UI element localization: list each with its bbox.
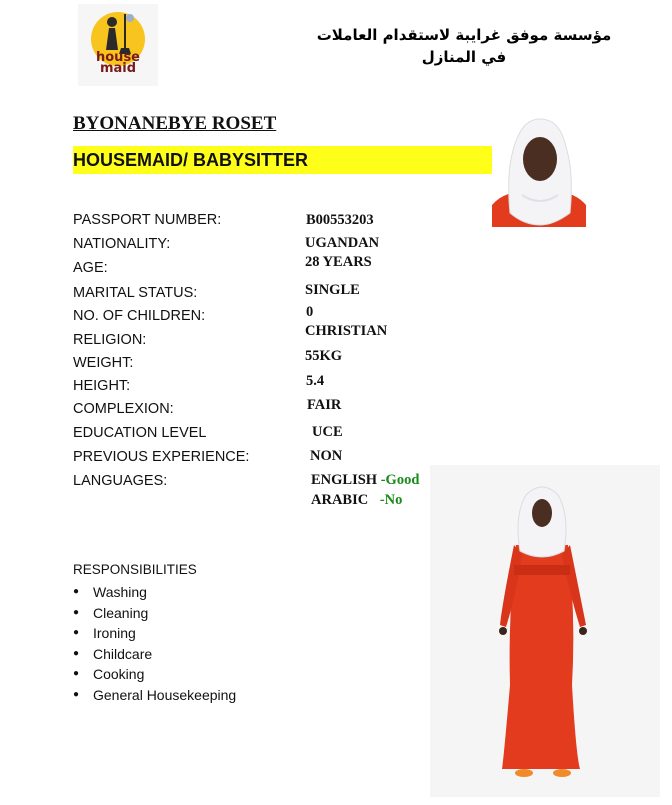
children-value: 0 xyxy=(306,304,314,320)
bullet-icon: ● xyxy=(73,606,80,618)
responsibilities-title: RESPONSIBILITIES xyxy=(73,562,197,577)
experience-value: NON xyxy=(310,448,343,464)
religion-value: CHRISTIAN xyxy=(305,323,388,339)
list-item-text: Childcare xyxy=(93,645,153,662)
bullet-icon: ● xyxy=(73,586,80,597)
list-item-text: General Housekeeping xyxy=(93,686,237,703)
education-label: EDUCATION LEVEL xyxy=(73,425,207,441)
list-item-text: Washing xyxy=(93,584,147,600)
list-item xyxy=(73,582,236,603)
experience-label: PREVIOUS EXPERIENCE: xyxy=(73,449,250,465)
language-level: -Good xyxy=(380,472,420,488)
weight-value: 55KG xyxy=(305,348,343,364)
languages-label: LANGUAGES: xyxy=(73,473,168,489)
height-value: 5.4 xyxy=(306,373,325,389)
complexion-label: COMPLEXION: xyxy=(73,401,174,417)
list-item-text: Cleaning xyxy=(93,604,149,621)
list-item xyxy=(73,664,236,685)
language-arabic xyxy=(311,492,402,509)
age-value: 28 YEARS xyxy=(305,254,372,270)
candidate-position: HOUSEMAID/ BABYSITTER xyxy=(73,150,309,170)
bullet-icon: ● xyxy=(73,668,80,680)
list-item xyxy=(73,603,236,624)
religion-label: RELIGION: xyxy=(73,332,147,348)
company-logo xyxy=(78,4,158,86)
bullet-icon: ● xyxy=(73,647,80,659)
responsibilities-list xyxy=(73,582,236,706)
language-name: ENGLISH xyxy=(311,472,378,488)
language-level: -No xyxy=(379,492,403,508)
language-english xyxy=(311,472,419,489)
passport-value: B00553203 xyxy=(306,212,374,228)
complexion-value: FAIR xyxy=(307,397,342,413)
headshot-photo xyxy=(492,113,586,227)
company-name: مؤسسة موفق غرايبة لاستقدام العاملات في المنازل xyxy=(316,26,612,66)
height-label: HEIGHT: xyxy=(73,378,131,394)
language-name: ARABIC xyxy=(311,492,369,508)
full-body-photo xyxy=(430,465,660,797)
list-item xyxy=(73,685,236,706)
bullet-icon: ● xyxy=(73,627,80,639)
list-item xyxy=(73,644,236,665)
nationality-label: NATIONALITY: xyxy=(73,236,171,252)
weight-label: WEIGHT: xyxy=(73,355,134,371)
age-label: AGE: xyxy=(73,260,108,276)
marital-status-value: SINGLE xyxy=(305,282,360,298)
bullet-icon: ● xyxy=(73,688,80,700)
list-item xyxy=(73,623,236,644)
children-label: NO. OF CHILDREN: xyxy=(73,308,206,324)
list-item-text: Cooking xyxy=(93,666,145,683)
nationality-value: UGANDAN xyxy=(305,235,380,251)
education-value: UCE xyxy=(312,424,343,440)
list-item-text: Ironing xyxy=(93,625,136,642)
logo-text-line1: house xyxy=(96,50,140,65)
logo-text-line2: maid xyxy=(99,61,137,76)
candidate-name: BYONANEBYE ROSET xyxy=(73,113,277,134)
marital-status-label: MARITAL STATUS: xyxy=(73,285,198,301)
position-highlight xyxy=(73,146,492,174)
passport-label: PASSPORT NUMBER: xyxy=(73,212,222,228)
